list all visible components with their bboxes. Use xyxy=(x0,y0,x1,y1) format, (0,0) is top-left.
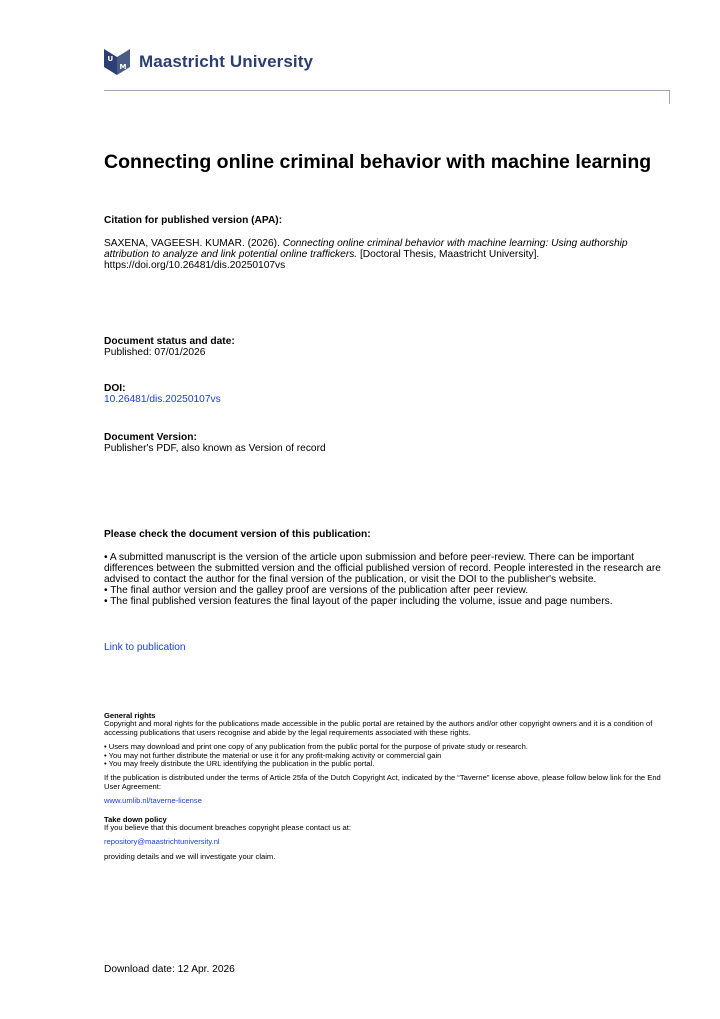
rights-bullet: • You may not further distribute the material or use it for any profit-making activity or commercial gain xyxy=(104,750,442,760)
version-value: Publisher's PDF, also known as Version of record xyxy=(104,443,326,454)
check-item: • The final author version and the galley proof are versions of the publication after peer review. xyxy=(104,585,529,596)
check-version-heading: Please check the document version of this publication: xyxy=(104,529,371,540)
check-item: • A submitted manuscript is the version of the article upon submission and before peer-review. There can be important differences between the submitted version and the official published version of record. People interested in the research are advised to contact the author for the final version of the publication, or visit the DOI to the publisher's website. xyxy=(104,552,661,585)
svg-text:M: M xyxy=(119,63,127,71)
svg-text:U: U xyxy=(107,55,114,63)
university-logo xyxy=(104,47,313,77)
general-rights-intro: Copyright and moral rights for the publications made accessible in the public portal are retained by the authors and/or other copyright owners and it is a condition of accessing publications that users recognise and abide by the legal requirements associated with these rights. xyxy=(104,719,653,737)
doi-link[interactable]: 10.26481/dis.20250107vs xyxy=(104,394,221,405)
general-rights-heading: General rights xyxy=(104,711,156,720)
repository-email-link[interactable]: repository@maastrichtuniversity.nl xyxy=(104,837,220,847)
header-divider xyxy=(104,90,670,91)
version-label: Document Version: xyxy=(104,432,197,443)
takedown-closing: providing details and we will investigate your claim. xyxy=(104,851,276,861)
rights-section xyxy=(104,712,676,861)
taverne-text: If the publication is distributed under the terms of Article 25fa of the Dutch Copyright Act, indicated by the “Taverne” license above, please follow below link for the End User Agreement: xyxy=(104,773,661,791)
header-divider-tick xyxy=(669,90,670,104)
citation-text xyxy=(104,238,674,271)
document-title: Connecting online criminal behavior with machine learning xyxy=(104,151,652,173)
status-value: Published: 07/01/2026 xyxy=(104,347,206,358)
takedown-text: If you believe that this document breaches copyright please contact us at: xyxy=(104,823,351,833)
um-logo-icon xyxy=(104,49,130,75)
citation-rest: [Doctoral Thesis, Maastricht University]. https://doi.org/10.26481/dis.20250107vs xyxy=(104,249,540,271)
citation-authors: SAXENA, VAGEESH. KUMAR. (2026). xyxy=(104,238,283,249)
university-name: Maastricht University xyxy=(139,52,314,71)
check-item: • The final published version features the final layout of the paper including the volume, issue and page numbers. xyxy=(104,596,613,607)
citation-title: Connecting online criminal behavior with machine learning: Using authorship attribution to analyze and link potential online traffickers. xyxy=(104,238,628,260)
rights-bullet: • Users may download and print one copy of any publication from the public portal for the purpose of private study or research. xyxy=(104,742,528,752)
download-date: Download date: 12 Apr. 2026 xyxy=(104,964,235,975)
link-to-publication[interactable]: Link to publication xyxy=(104,642,186,653)
doi-label: DOI: xyxy=(104,383,126,394)
rights-bullet: • You may freely distribute the URL identifying the publication in the public portal. xyxy=(104,759,375,769)
check-version-body xyxy=(104,552,674,607)
taverne-license-link[interactable]: www.umlib.nl/taverne-license xyxy=(104,796,202,806)
citation-label: Citation for published version (APA): xyxy=(104,215,283,226)
takedown-heading: Take down policy xyxy=(104,814,167,824)
status-label: Document status and date: xyxy=(104,336,235,347)
